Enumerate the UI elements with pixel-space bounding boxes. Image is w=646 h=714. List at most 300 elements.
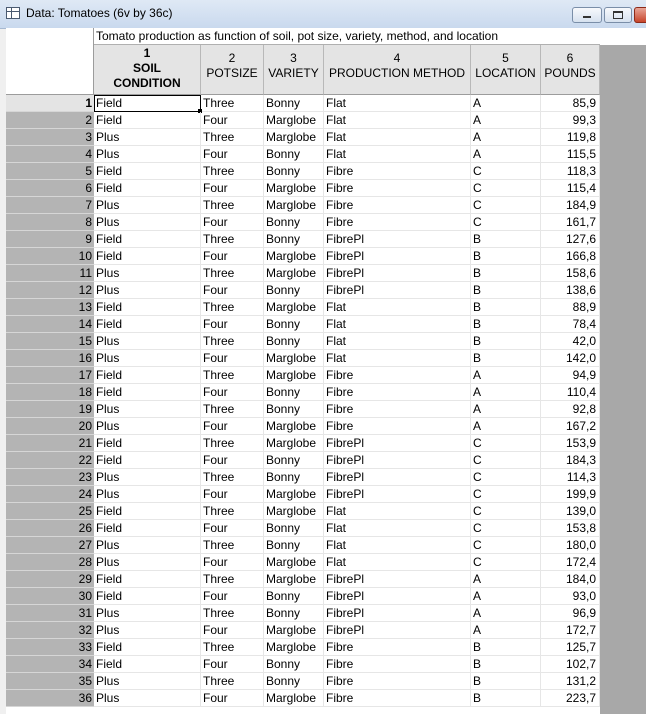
table-cell[interactable]: A	[471, 367, 541, 384]
table-cell[interactable]: 199,9	[541, 486, 600, 503]
row-header[interactable]: 12	[6, 282, 94, 299]
table-cell[interactable]: 167,2	[541, 418, 600, 435]
table-cell[interactable]: Three	[201, 503, 264, 520]
table-cell[interactable]: Three	[201, 401, 264, 418]
table-cell[interactable]: Bonny	[264, 452, 324, 469]
table-row	[6, 418, 600, 435]
row-header[interactable]: 15	[6, 333, 94, 350]
table-cell[interactable]: Marglobe	[264, 265, 324, 282]
table-cell[interactable]: 115,5	[541, 146, 600, 163]
table-cell[interactable]: Three	[201, 265, 264, 282]
table-cell[interactable]: 78,4	[541, 316, 600, 333]
table-row	[6, 639, 600, 656]
table-cell[interactable]: Four	[201, 214, 264, 231]
table-cell[interactable]: Plus	[94, 214, 201, 231]
table-cell[interactable]: Three	[201, 231, 264, 248]
table-cell[interactable]: 94,9	[541, 367, 600, 384]
table-cell[interactable]: FibrePl	[324, 265, 471, 282]
table-cell[interactable]: Four	[201, 248, 264, 265]
table-cell[interactable]: 131,2	[541, 673, 600, 690]
table-cell[interactable]: Plus	[94, 418, 201, 435]
table-cell[interactable]: Marglobe	[264, 112, 324, 129]
row-header[interactable]: 25	[6, 503, 94, 520]
table-cell[interactable]: Plus	[94, 282, 201, 299]
table-cell[interactable]: C	[471, 486, 541, 503]
table-cell[interactable]: Four	[201, 690, 264, 707]
sheet-title[interactable]: Tomato production as function of soil, pot size, variety, method, and location	[94, 28, 600, 45]
table-cell[interactable]: 118,3	[541, 163, 600, 180]
table-cell[interactable]: Plus	[94, 690, 201, 707]
table-cell[interactable]: Flat	[324, 520, 471, 537]
table-cell[interactable]: Plus	[94, 554, 201, 571]
row-header[interactable]: 21	[6, 435, 94, 452]
table-cell[interactable]: FibrePl	[324, 248, 471, 265]
row-header[interactable]: 24	[6, 486, 94, 503]
row-header[interactable]: 4	[6, 146, 94, 163]
row-header[interactable]: 10	[6, 248, 94, 265]
minimize-button[interactable]	[572, 7, 602, 23]
row-header[interactable]: 23	[6, 469, 94, 486]
table-cell[interactable]: A	[471, 622, 541, 639]
table-cell[interactable]: Four	[201, 384, 264, 401]
column-number: 2	[228, 51, 236, 65]
table-cell[interactable]: Fibre	[324, 214, 471, 231]
table-cell[interactable]: FibrePl	[324, 622, 471, 639]
table-cell[interactable]: Marglobe	[264, 622, 324, 639]
row-header[interactable]: 28	[6, 554, 94, 571]
table-cell[interactable]: Field	[94, 520, 201, 537]
table-cell[interactable]: FibrePl	[324, 435, 471, 452]
table-cell[interactable]: A	[471, 95, 541, 112]
table-row	[6, 265, 600, 282]
table-cell[interactable]: Plus	[94, 605, 201, 622]
table-cell[interactable]: A	[471, 418, 541, 435]
row-header[interactable]: 1	[6, 95, 94, 112]
table-cell[interactable]: B	[471, 265, 541, 282]
table-cell[interactable]: A	[471, 384, 541, 401]
maximize-button[interactable]	[604, 7, 632, 23]
row-header[interactable]: 36	[6, 690, 94, 707]
column-header-1[interactable]	[94, 45, 201, 95]
table-cell[interactable]: 119,8	[541, 129, 600, 146]
column-header-4[interactable]	[324, 45, 471, 95]
table-cell[interactable]: Plus	[94, 469, 201, 486]
table-cell[interactable]: Bonny	[264, 231, 324, 248]
table-cell[interactable]: Field	[94, 299, 201, 316]
table-cell[interactable]: Four	[201, 350, 264, 367]
table-cell[interactable]: Flat	[324, 129, 471, 146]
table-cell[interactable]: Three	[201, 469, 264, 486]
row-header[interactable]: 18	[6, 384, 94, 401]
table-cell[interactable]: Four	[201, 146, 264, 163]
row-header[interactable]: 30	[6, 588, 94, 605]
table-cell[interactable]: Fibre	[324, 639, 471, 656]
table-cell[interactable]: Plus	[94, 333, 201, 350]
column-header-3[interactable]	[264, 45, 324, 95]
table-cell[interactable]: Field	[94, 180, 201, 197]
row-header[interactable]: 11	[6, 265, 94, 282]
table-cell[interactable]: B	[471, 673, 541, 690]
table-cell[interactable]: Bonny	[264, 673, 324, 690]
table-cell[interactable]: Marglobe	[264, 129, 324, 146]
table-row	[6, 316, 600, 333]
table-cell[interactable]: Plus	[94, 265, 201, 282]
table-row	[6, 673, 600, 690]
table-cell[interactable]: C	[471, 537, 541, 554]
table-cell[interactable]: Plus	[94, 401, 201, 418]
maximize-icon	[613, 11, 623, 19]
row-header[interactable]: 20	[6, 418, 94, 435]
table-cell[interactable]: Fibre	[324, 418, 471, 435]
table-cell[interactable]: 125,7	[541, 639, 600, 656]
table-row	[6, 299, 600, 316]
table-cell[interactable]: Bonny	[264, 537, 324, 554]
table-cell[interactable]: Flat	[324, 537, 471, 554]
table-cell[interactable]: Field	[94, 95, 201, 112]
table-cell[interactable]: B	[471, 316, 541, 333]
table-cell[interactable]: 153,8	[541, 520, 600, 537]
table-cell[interactable]: B	[471, 350, 541, 367]
table-cell[interactable]: Field	[94, 231, 201, 248]
table-cell[interactable]: 153,9	[541, 435, 600, 452]
table-cell[interactable]: Plus	[94, 622, 201, 639]
table-cell[interactable]: Marglobe	[264, 554, 324, 571]
table-cell[interactable]: 184,9	[541, 197, 600, 214]
table-cell[interactable]: 88,9	[541, 299, 600, 316]
table-cell[interactable]: 142,0	[541, 350, 600, 367]
title-bar	[0, 0, 646, 29]
row-header[interactable]: 35	[6, 673, 94, 690]
table-cell[interactable]: Field	[94, 435, 201, 452]
table-cell[interactable]: C	[471, 452, 541, 469]
table-cell[interactable]: Marglobe	[264, 180, 324, 197]
table-cell[interactable]: 115,4	[541, 180, 600, 197]
table-cell[interactable]: Bonny	[264, 146, 324, 163]
column-number: 5	[502, 51, 509, 65]
select-all-corner[interactable]	[6, 28, 94, 95]
table-cell[interactable]: Field	[94, 316, 201, 333]
table-cell[interactable]: Four	[201, 418, 264, 435]
table-cell[interactable]: Fibre	[324, 673, 471, 690]
table-cell[interactable]: Four	[201, 554, 264, 571]
table-cell[interactable]: Three	[201, 571, 264, 588]
table-cell[interactable]: Three	[201, 605, 264, 622]
table-cell[interactable]: 96,9	[541, 605, 600, 622]
table-cell[interactable]: Field	[94, 452, 201, 469]
table-cell[interactable]: Fibre	[324, 163, 471, 180]
column-number: 3	[290, 51, 297, 65]
row-header[interactable]: 22	[6, 452, 94, 469]
table-cell[interactable]: Bonny	[264, 384, 324, 401]
table-cell[interactable]: FibrePl	[324, 469, 471, 486]
table-row	[6, 333, 600, 350]
table-cell[interactable]: 223,7	[541, 690, 600, 707]
table-row	[6, 197, 600, 214]
table-cell[interactable]: Marglobe	[264, 197, 324, 214]
table-cell[interactable]: Bonny	[264, 520, 324, 537]
table-cell[interactable]: 172,7	[541, 622, 600, 639]
table-cell[interactable]: Three	[201, 163, 264, 180]
table-cell[interactable]: Flat	[324, 95, 471, 112]
table-row	[6, 486, 600, 503]
table-cell[interactable]: Plus	[94, 197, 201, 214]
table-cell[interactable]: Plus	[94, 486, 201, 503]
row-header[interactable]: 7	[6, 197, 94, 214]
table-cell[interactable]: 180,0	[541, 537, 600, 554]
table-cell[interactable]: A	[471, 605, 541, 622]
table-cell[interactable]: Marglobe	[264, 418, 324, 435]
table-cell[interactable]: Bonny	[264, 588, 324, 605]
table-cell[interactable]: A	[471, 146, 541, 163]
window-title: Data: Tomatoes (6v by 36c)	[26, 6, 173, 20]
table-cell[interactable]: 99,3	[541, 112, 600, 129]
table-cell[interactable]: 161,7	[541, 214, 600, 231]
table-cell[interactable]: Flat	[324, 554, 471, 571]
table-cell[interactable]: Field	[94, 367, 201, 384]
table-cell[interactable]: Bonny	[264, 316, 324, 333]
table-cell[interactable]: 172,4	[541, 554, 600, 571]
table-row	[6, 503, 600, 520]
column-number: 1	[143, 46, 151, 60]
table-cell[interactable]: Flat	[324, 316, 471, 333]
table-cell[interactable]: 114,3	[541, 469, 600, 486]
table-cell[interactable]: 184,0	[541, 571, 600, 588]
table-cell[interactable]: Bonny	[264, 95, 324, 112]
column-name-line2: CONDITION	[113, 76, 181, 90]
table-row	[6, 163, 600, 180]
row-header[interactable]: 8	[6, 214, 94, 231]
table-cell[interactable]: 42,0	[541, 333, 600, 350]
table-cell[interactable]: Fibre	[324, 180, 471, 197]
table-cell[interactable]: Fibre	[324, 401, 471, 418]
row-header[interactable]: 26	[6, 520, 94, 537]
table-cell[interactable]: 110,4	[541, 384, 600, 401]
row-header[interactable]: 5	[6, 163, 94, 180]
table-cell[interactable]: Flat	[324, 112, 471, 129]
table-cell[interactable]: Three	[201, 435, 264, 452]
table-cell[interactable]: FibrePl	[324, 231, 471, 248]
table-cell[interactable]: Field	[94, 384, 201, 401]
column-header-6[interactable]	[541, 45, 600, 95]
row-header[interactable]: 34	[6, 656, 94, 673]
table-cell[interactable]: 127,6	[541, 231, 600, 248]
table-cell[interactable]: 158,6	[541, 265, 600, 282]
table-cell[interactable]: Four	[201, 180, 264, 197]
table-cell[interactable]: Field	[94, 571, 201, 588]
table-cell[interactable]: B	[471, 690, 541, 707]
table-cell[interactable]: Three	[201, 129, 264, 146]
table-row	[6, 435, 600, 452]
column-number: 4	[393, 51, 401, 65]
table-cell[interactable]: Three	[201, 333, 264, 350]
table-row	[6, 231, 600, 248]
table-cell[interactable]: Four	[201, 588, 264, 605]
table-cell[interactable]: Four	[201, 282, 264, 299]
table-cell[interactable]: Flat	[324, 503, 471, 520]
table-cell[interactable]: B	[471, 656, 541, 673]
table-row	[6, 469, 600, 486]
empty-column-area	[600, 45, 646, 714]
table-cell[interactable]: Three	[201, 197, 264, 214]
table-cell[interactable]: C	[471, 554, 541, 571]
table-cell[interactable]: 92,8	[541, 401, 600, 418]
row-header[interactable]: 13	[6, 299, 94, 316]
table-cell[interactable]: Field	[94, 112, 201, 129]
table-cell[interactable]: Four	[201, 622, 264, 639]
table-cell[interactable]: FibrePl	[324, 605, 471, 622]
table-cell[interactable]: Three	[201, 537, 264, 554]
table-cell[interactable]: B	[471, 248, 541, 265]
table-cell[interactable]: Field	[94, 656, 201, 673]
table-cell[interactable]: Bonny	[264, 163, 324, 180]
table-cell[interactable]: Plus	[94, 673, 201, 690]
column-header-5[interactable]	[471, 45, 541, 95]
table-cell[interactable]: Four	[201, 520, 264, 537]
table-cell[interactable]: Field	[94, 248, 201, 265]
table-cell[interactable]: Marglobe	[264, 639, 324, 656]
column-name: POUNDS	[544, 66, 596, 80]
table-cell[interactable]: C	[471, 163, 541, 180]
table-cell[interactable]: B	[471, 231, 541, 248]
row-header[interactable]: 14	[6, 316, 94, 333]
table-cell[interactable]: Fibre	[324, 656, 471, 673]
table-cell[interactable]: Three	[201, 639, 264, 656]
table-cell[interactable]: Four	[201, 452, 264, 469]
table-cell[interactable]: Marglobe	[264, 367, 324, 384]
table-cell[interactable]: 166,8	[541, 248, 600, 265]
table-cell[interactable]: Field	[94, 588, 201, 605]
table-cell[interactable]: Field	[94, 639, 201, 656]
table-cell[interactable]: Three	[201, 673, 264, 690]
table-cell[interactable]: C	[471, 469, 541, 486]
table-cell[interactable]: Bonny	[264, 656, 324, 673]
table-cell[interactable]: Field	[94, 163, 201, 180]
table-row	[6, 452, 600, 469]
row-header[interactable]: 33	[6, 639, 94, 656]
table-cell[interactable]: C	[471, 197, 541, 214]
table-row	[6, 384, 600, 401]
spreadsheet-icon	[6, 7, 20, 19]
table-cell[interactable]: Plus	[94, 146, 201, 163]
table-cell[interactable]: Bonny	[264, 282, 324, 299]
table-cell[interactable]: C	[471, 435, 541, 452]
table-cell[interactable]: 139,0	[541, 503, 600, 520]
column-name: SOIL	[132, 61, 161, 75]
table-cell[interactable]: Fibre	[324, 197, 471, 214]
table-row	[6, 146, 600, 163]
row-header[interactable]: 19	[6, 401, 94, 418]
table-cell[interactable]: Marglobe	[264, 248, 324, 265]
table-cell[interactable]: A	[471, 112, 541, 129]
table-cell[interactable]: A	[471, 571, 541, 588]
table-cell[interactable]: Plus	[94, 350, 201, 367]
row-header[interactable]: 31	[6, 605, 94, 622]
table-cell[interactable]: Fibre	[324, 690, 471, 707]
spreadsheet-grid[interactable]	[6, 28, 646, 714]
table-cell[interactable]: B	[471, 639, 541, 656]
table-cell[interactable]: A	[471, 588, 541, 605]
table-cell[interactable]: C	[471, 180, 541, 197]
table-cell[interactable]: Marglobe	[264, 503, 324, 520]
table-row	[6, 282, 600, 299]
table-cell[interactable]: Four	[201, 316, 264, 333]
column-name: POTSIZE	[206, 66, 258, 80]
table-cell[interactable]: Bonny	[264, 605, 324, 622]
table-cell[interactable]: Fibre	[324, 367, 471, 384]
table-cell[interactable]: Marglobe	[264, 571, 324, 588]
row-header[interactable]: 3	[6, 129, 94, 146]
table-cell[interactable]: 138,6	[541, 282, 600, 299]
row-header[interactable]: 32	[6, 622, 94, 639]
row-header[interactable]: 2	[6, 112, 94, 129]
table-cell[interactable]: Bonny	[264, 333, 324, 350]
table-cell[interactable]: Bonny	[264, 214, 324, 231]
table-cell[interactable]: 102,7	[541, 656, 600, 673]
table-cell[interactable]: B	[471, 299, 541, 316]
table-cell[interactable]: A	[471, 129, 541, 146]
table-cell[interactable]: B	[471, 333, 541, 350]
row-header[interactable]: 16	[6, 350, 94, 367]
table-cell[interactable]: Flat	[324, 299, 471, 316]
table-cell[interactable]: Three	[201, 299, 264, 316]
row-header[interactable]: 9	[6, 231, 94, 248]
table-cell[interactable]: Three	[201, 367, 264, 384]
table-cell[interactable]: Flat	[324, 350, 471, 367]
table-row	[6, 367, 600, 384]
table-cell[interactable]: A	[471, 401, 541, 418]
table-cell[interactable]: C	[471, 214, 541, 231]
table-cell[interactable]: Plus	[94, 129, 201, 146]
table-cell[interactable]: 85,9	[541, 95, 600, 112]
table-cell[interactable]: Four	[201, 486, 264, 503]
table-cell[interactable]: Plus	[94, 537, 201, 554]
table-cell[interactable]: Four	[201, 112, 264, 129]
table-row	[6, 248, 600, 265]
table-cell[interactable]: 184,3	[541, 452, 600, 469]
table-cell[interactable]: Three	[201, 95, 264, 112]
table-cell[interactable]: Bonny	[264, 401, 324, 418]
table-cell[interactable]: B	[471, 282, 541, 299]
row-header[interactable]: 29	[6, 571, 94, 588]
table-cell[interactable]: Flat	[324, 146, 471, 163]
table-cell[interactable]: Marglobe	[264, 486, 324, 503]
table-cell[interactable]: 93,0	[541, 588, 600, 605]
table-cell[interactable]: Marglobe	[264, 690, 324, 707]
table-cell[interactable]: Field	[94, 503, 201, 520]
table-cell[interactable]: Bonny	[264, 469, 324, 486]
table-cell[interactable]: FibrePl	[324, 486, 471, 503]
table-cell[interactable]: Fibre	[324, 384, 471, 401]
table-row	[6, 112, 600, 129]
table-cell[interactable]: FibrePl	[324, 571, 471, 588]
close-button[interactable]	[634, 7, 646, 23]
table-cell[interactable]: C	[471, 520, 541, 537]
table-cell[interactable]: Marglobe	[264, 350, 324, 367]
row-header[interactable]: 27	[6, 537, 94, 554]
row-header[interactable]: 17	[6, 367, 94, 384]
table-cell[interactable]: FibrePl	[324, 282, 471, 299]
blank-top-area	[600, 28, 646, 45]
row-header[interactable]: 6	[6, 180, 94, 197]
table-cell[interactable]: C	[471, 503, 541, 520]
column-header-2[interactable]	[201, 45, 264, 95]
table-cell[interactable]: Marglobe	[264, 435, 324, 452]
table-cell[interactable]: Flat	[324, 333, 471, 350]
table-cell[interactable]: FibrePl	[324, 452, 471, 469]
table-cell[interactable]: Four	[201, 656, 264, 673]
table-cell[interactable]: FibrePl	[324, 588, 471, 605]
table-cell[interactable]: Marglobe	[264, 299, 324, 316]
